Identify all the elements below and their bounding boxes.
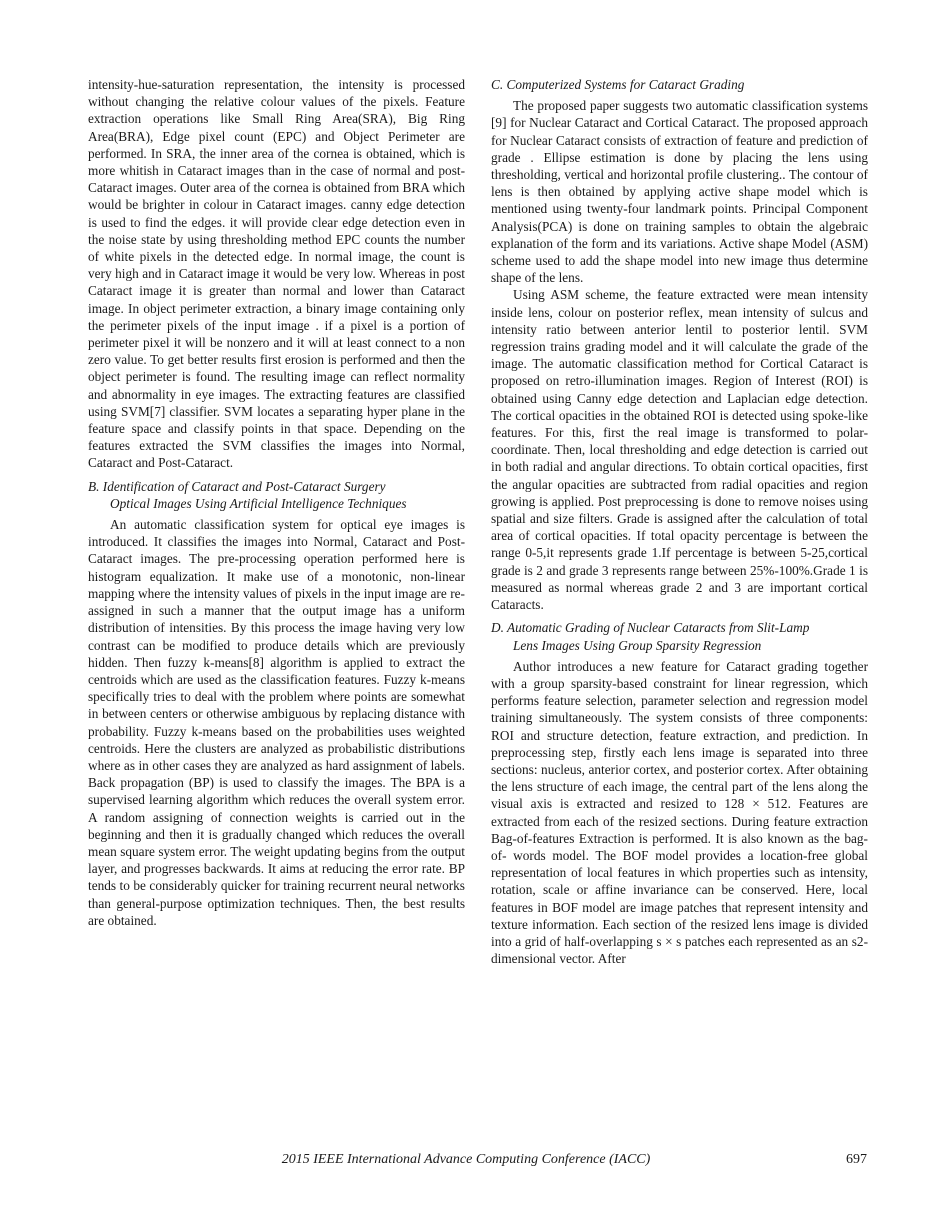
heading-line: C. Computerized Systems for Cataract Grading (491, 77, 745, 92)
right-column (491, 76, 868, 967)
left-column (88, 76, 465, 929)
conference-name: 2015 IEEE International Advance Computing Conference (IACC) (281, 1152, 651, 1167)
section-heading-d (491, 619, 868, 653)
heading-line: B. Identification of Cataract and Post-Cataract Surgery (88, 478, 386, 494)
paragraph: The proposed paper suggests two automatic classification systems [9] for Nuclear Cataract and Cortical Cataract. The proposed approach for Nuclear Cataract consists of extraction of feature and prediction of grade . Ellipse estimation is done by placing the lens using thresholding, vertical and horizontal profile clustering.. The contour of lens is then obtained by applying active shape model which is mentioned using twenty-four landmark points. Principal Component Analysis(PCA) is done on training samples to obtain the algebraic explanation of the form and its variations. Active shape Model (ASM) scheme used to add the shape model into new image thus determine shape of the lens. (491, 98, 868, 286)
section-heading-b (88, 478, 465, 512)
paragraph: Using ASM scheme, the feature extracted were mean intensity inside lens, colour on posterior reflex, mean intensity of sulcus and intensity ratio between anterior lentil to posterior lentil. SVM regression trains grading model and it will calculate the grade of the image. The automatic classification method for Cortical Cataract is proposed on retro-illumination images. Region of Interest (ROI) is obtained using Canny edge detection and Laplacian edge detection. The cortical opacities in the obtained ROI is detected using spoke-like features. For this, first the real image is transformed to polar-coordinate. Then, local thresholding and edge detection is carried out in both radial and angular directions. To obtain cortical opacities, first the angular opacities are subtracted from radial opacities and region growing is applied. Post preprocessing is done to remove noises using spatial and size filters. Grade is assigned after the calculation of total area of cortical opacities. If total opacity percentage is between the range 0-5,it represents grade 1.If percentage is between 5-25,cortical grade is 2 and grade 3 represents range between 25%-100%.Grade 1 is measured as normal whereas grade 2 and 3 are important cortical Cataracts. (491, 287, 868, 613)
paragraph: intensity-hue-saturation representation, the intensity is processed without changing the relative colour values of the pixels. Feature extraction operations like Small Ring Area(SRA), Big Ring Area(BRA), Edge pixel count (EPC) and Object Perimeter are performed. In SRA, the inner area of the cornea is obtained, which is more whitish in Cataract images than in the case of normal and post-Cataract images. Outer area of the cornea is obtained from BRA which would be brighter in colour in Cataract images. canny edge detection is used to find the edges. it will provide clear edge detection even in the noise state by using thresholding method EPC counts the number of white pixels in the detected edge. In normal image, the count is very high and in Cataract image it would be very low. Whereas in post Cataract image it is greater than normal and lower than Cataract image. In object perimeter extraction, a binary image containing only the perimeter pixels of the input image . if a pixel is a portion of perimeter pixel it will be nonzero and it will at least connect to a non zero value. To get better results first erosion is performed and then the object perimeter is found. The resulting image can reflect normality and abnormality in eye images. The extracting features are classified using SVM[7] classifier. SVM locates a separating hyper plane in the feature space and classify points in that space. Depending on the features extracted the SVM classifies the images into Normal, Cataract and Post-Cataract. (88, 77, 465, 471)
paragraph: Author introduces a new feature for Cataract grading together with a group sparsity-based constraint for linear regression, which performs feature selection, parameter selection and regression model training simultaneously. The system consists of three components: ROI and structure detection, feature extraction, and prediction. In preprocessing step, firstly each lens image is separated into three sections: nucleus, anterior cortex, and posterior cortex. After obtaining the lens structure of each image, the central part of the lens along the visual axis is extracted and resized to 128 × 512. Features are extracted from each of the resized sections. During feature extraction Bag-of-features Extraction is performed. It is also known as the bag-of- words model. The BOF model provides a location-free global representation of local features in which properties such as intensity, rotation, scale or affine invariance can be conserved. Here, local features in BOF model are image patches that represent intensity and texture information. Each section of the resized lens image is divided into a grid of half-overlapping s × s patches each represented as an s2-dimensional vector. After (491, 658, 868, 967)
paragraph: An automatic classification system for optical eye images is introduced. It classifies the images into Normal, Cataract and Post-Cataract images. The pre-processing operation performed here is histogram equalization. It make use of a monotonic, non-linear mapping where the intensity values of pixels in the input image are re-assigned in such a manner that the output image has a uniform distribution of intensities. By this process the image having very low contrast can be modified to produce details which are previously hidden. Then fuzzy k-means[8] algorithm is applied to extract the centroids which are used as the classification features. Fuzzy k-means specifically tries to deal with the problem where points are somewhat in between centers or otherwise ambiguous by replacing distance with probability. Fuzzy k-means based on the probabilities uses weighted centroids. Here the clusters are analyzed as probabilistic distributions where as in other cases they are analyzed as hard assignment of labels. Back propagation (BP) is used to classify the images. The BPA is a supervised learning algorithm which reduces the overall system error. A random assigning of connection weights is carried out in the beginning and then it is gradually changed which reduces the overall mean square system error. The weight updating begins from the output layer, and progresses backwards. It aims at reducing the error rate. BP tends to be considerably quicker for training recurrent neural networks than general-purpose optimization techniques. Then, the best results are obtained. (88, 517, 465, 928)
heading-line: D. Automatic Grading of Nuclear Cataracts from Slit-Lamp (491, 620, 810, 636)
section-heading-c (491, 76, 868, 93)
heading-line: Optical Images Using Artificial Intelligence Techniques (110, 495, 407, 511)
page-number: 697 (846, 1152, 867, 1167)
heading-line: Lens Images Using Group Sparsity Regression (513, 637, 762, 653)
